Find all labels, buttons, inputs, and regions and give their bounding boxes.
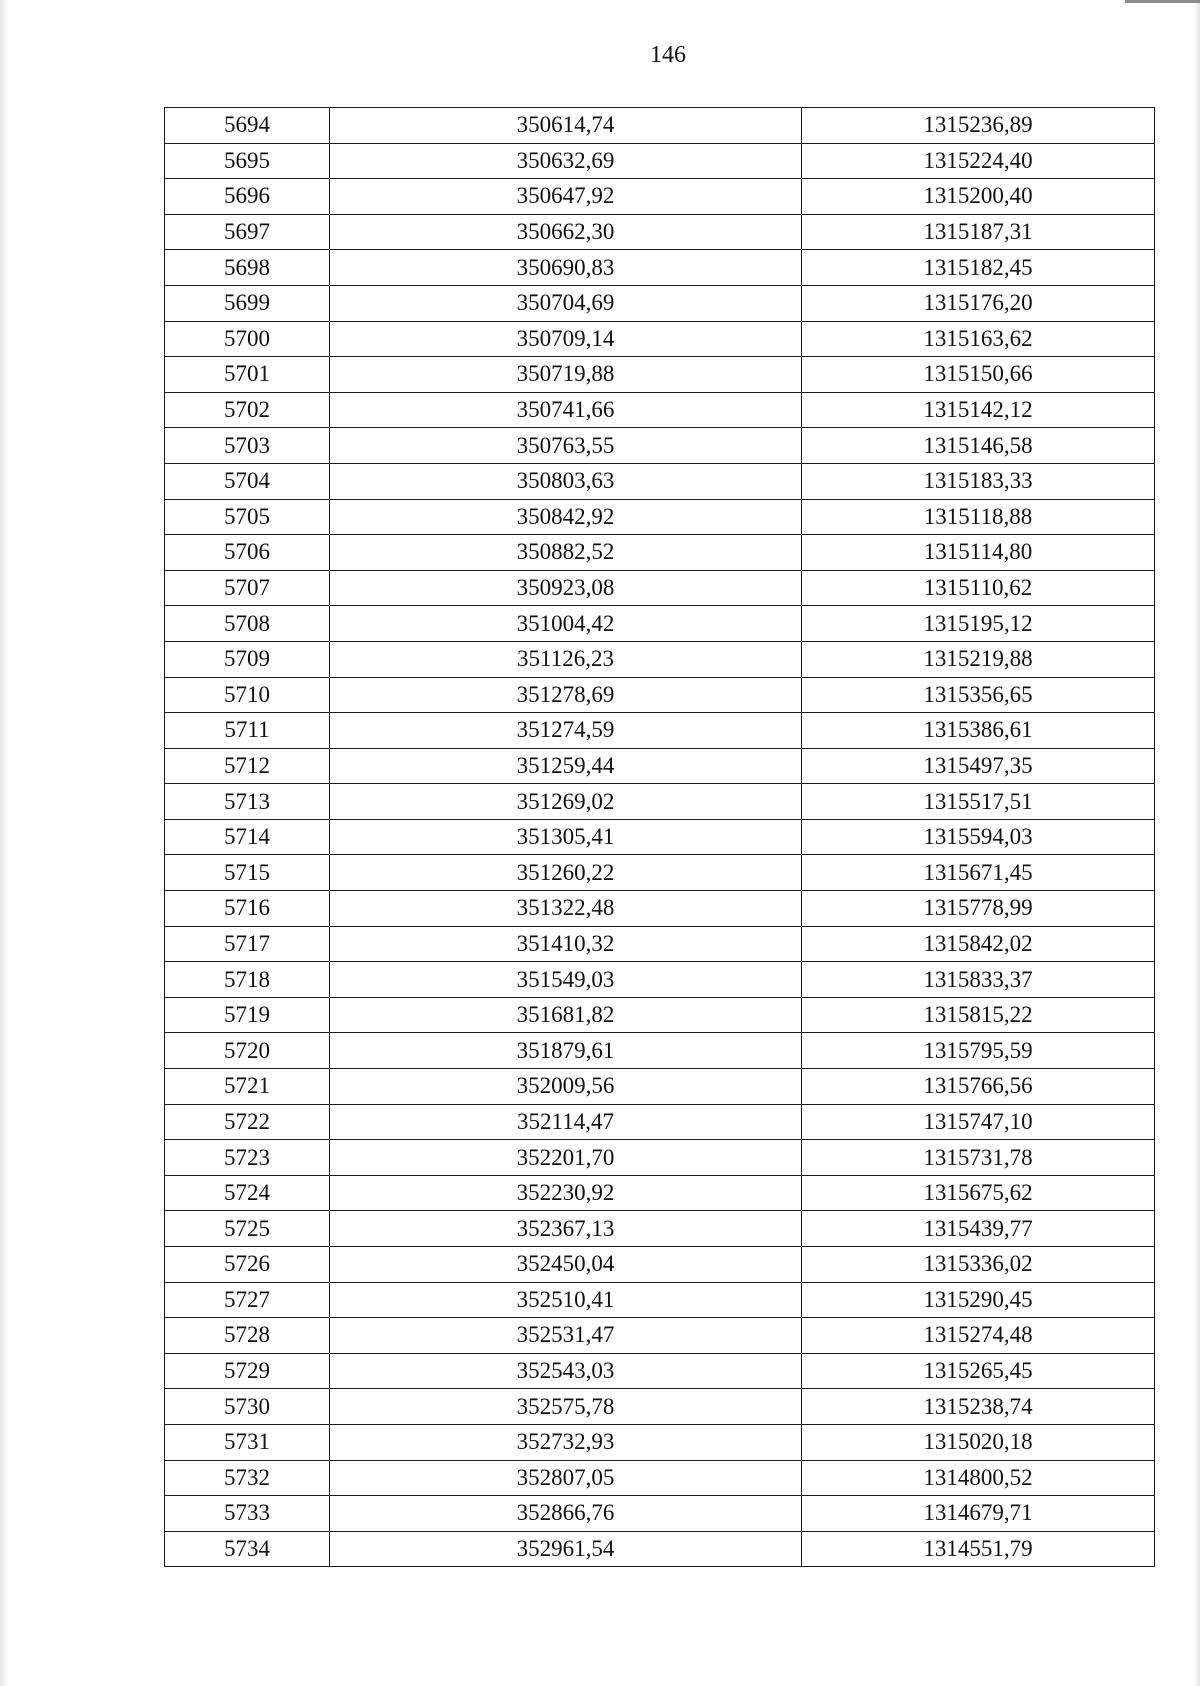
table-row (165, 250, 1155, 286)
point-number-cell: 5707 (165, 570, 330, 606)
x-coordinate-cell: 352961,54 (330, 1531, 802, 1567)
y-coordinate-cell: 1315142,12 (802, 392, 1155, 428)
y-coordinate-cell: 1315110,62 (802, 570, 1155, 606)
x-coordinate-cell: 351269,02 (330, 784, 802, 820)
table-row (165, 748, 1155, 784)
x-coordinate-cell: 350763,55 (330, 428, 802, 464)
y-coordinate-cell: 1314800,52 (802, 1460, 1155, 1496)
table-row (165, 641, 1155, 677)
x-coordinate-cell: 352575,78 (330, 1389, 802, 1425)
table-row (165, 1211, 1155, 1247)
y-coordinate-cell: 1315386,61 (802, 713, 1155, 749)
table-row (165, 357, 1155, 393)
y-coordinate-cell: 1315795,59 (802, 1033, 1155, 1069)
x-coordinate-cell: 351549,03 (330, 962, 802, 998)
scan-edge-right (1192, 0, 1200, 1686)
point-number-cell: 5705 (165, 499, 330, 535)
x-coordinate-cell: 351879,61 (330, 1033, 802, 1069)
x-coordinate-cell: 352450,04 (330, 1247, 802, 1283)
table-row (165, 179, 1155, 215)
y-coordinate-cell: 1315187,31 (802, 214, 1155, 250)
point-number-cell: 5715 (165, 855, 330, 891)
table-row (165, 570, 1155, 606)
table-row (165, 1033, 1155, 1069)
y-coordinate-cell: 1314679,71 (802, 1496, 1155, 1532)
x-coordinate-cell: 350709,14 (330, 321, 802, 357)
x-coordinate-cell: 352732,93 (330, 1424, 802, 1460)
point-number-cell: 5702 (165, 392, 330, 428)
x-coordinate-cell: 350690,83 (330, 250, 802, 286)
point-number-cell: 5708 (165, 606, 330, 642)
point-number-cell: 5695 (165, 143, 330, 179)
y-coordinate-cell: 1315675,62 (802, 1175, 1155, 1211)
point-number-cell: 5713 (165, 784, 330, 820)
y-coordinate-cell: 1315224,40 (802, 143, 1155, 179)
x-coordinate-cell: 351322,48 (330, 891, 802, 927)
y-coordinate-cell: 1315146,58 (802, 428, 1155, 464)
y-coordinate-cell: 1315163,62 (802, 321, 1155, 357)
table-row (165, 499, 1155, 535)
x-coordinate-cell: 351278,69 (330, 677, 802, 713)
y-coordinate-cell: 1315439,77 (802, 1211, 1155, 1247)
table-row (165, 1175, 1155, 1211)
y-coordinate-cell: 1315200,40 (802, 179, 1155, 215)
x-coordinate-cell: 350647,92 (330, 179, 802, 215)
y-coordinate-cell: 1315236,89 (802, 108, 1155, 144)
point-number-cell: 5720 (165, 1033, 330, 1069)
table-row (165, 819, 1155, 855)
x-coordinate-cell: 352531,47 (330, 1318, 802, 1354)
y-coordinate-cell: 1315842,02 (802, 926, 1155, 962)
point-number-cell: 5711 (165, 713, 330, 749)
x-coordinate-cell: 351681,82 (330, 997, 802, 1033)
table-row (165, 606, 1155, 642)
y-coordinate-cell: 1315274,48 (802, 1318, 1155, 1354)
table-row (165, 1531, 1155, 1567)
y-coordinate-cell: 1315182,45 (802, 250, 1155, 286)
table-row (165, 463, 1155, 499)
table-row (165, 1069, 1155, 1105)
y-coordinate-cell: 1315497,35 (802, 748, 1155, 784)
table-row (165, 108, 1155, 144)
point-number-cell: 5725 (165, 1211, 330, 1247)
y-coordinate-cell: 1315183,33 (802, 463, 1155, 499)
x-coordinate-cell: 350704,69 (330, 285, 802, 321)
table-row (165, 1496, 1155, 1532)
point-number-cell: 5729 (165, 1353, 330, 1389)
x-coordinate-cell: 350614,74 (330, 108, 802, 144)
x-coordinate-cell: 352009,56 (330, 1069, 802, 1105)
point-number-cell: 5730 (165, 1389, 330, 1425)
scan-edge-left (0, 0, 10, 1686)
table-row (165, 428, 1155, 464)
table-row (165, 1389, 1155, 1425)
x-coordinate-cell: 350882,52 (330, 535, 802, 571)
x-coordinate-cell: 351305,41 (330, 819, 802, 855)
table-row (165, 1282, 1155, 1318)
coordinates-table-body (165, 108, 1155, 1567)
table-row (165, 677, 1155, 713)
y-coordinate-cell: 1315356,65 (802, 677, 1155, 713)
x-coordinate-cell: 350719,88 (330, 357, 802, 393)
table-row (165, 143, 1155, 179)
x-coordinate-cell: 351126,23 (330, 641, 802, 677)
table-row (165, 926, 1155, 962)
x-coordinate-cell: 351410,32 (330, 926, 802, 962)
y-coordinate-cell: 1315176,20 (802, 285, 1155, 321)
table-row (165, 713, 1155, 749)
point-number-cell: 5709 (165, 641, 330, 677)
point-number-cell: 5701 (165, 357, 330, 393)
table-row (165, 1140, 1155, 1176)
table-row (165, 285, 1155, 321)
point-number-cell: 5710 (165, 677, 330, 713)
point-number-cell: 5726 (165, 1247, 330, 1283)
table-row (165, 392, 1155, 428)
table-row (165, 1318, 1155, 1354)
point-number-cell: 5700 (165, 321, 330, 357)
y-coordinate-cell: 1315747,10 (802, 1104, 1155, 1140)
y-coordinate-cell: 1315815,22 (802, 997, 1155, 1033)
table-row (165, 962, 1155, 998)
x-coordinate-cell: 352230,92 (330, 1175, 802, 1211)
y-coordinate-cell: 1315833,37 (802, 962, 1155, 998)
x-coordinate-cell: 350803,63 (330, 463, 802, 499)
x-coordinate-cell: 350842,92 (330, 499, 802, 535)
point-number-cell: 5694 (165, 108, 330, 144)
y-coordinate-cell: 1315219,88 (802, 641, 1155, 677)
x-coordinate-cell: 352510,41 (330, 1282, 802, 1318)
coordinates-table (164, 107, 1155, 1567)
y-coordinate-cell: 1315731,78 (802, 1140, 1155, 1176)
point-number-cell: 5706 (165, 535, 330, 571)
table-row (165, 997, 1155, 1033)
x-coordinate-cell: 352543,03 (330, 1353, 802, 1389)
x-coordinate-cell: 351274,59 (330, 713, 802, 749)
table-row (165, 1247, 1155, 1283)
table-row (165, 1104, 1155, 1140)
point-number-cell: 5697 (165, 214, 330, 250)
x-coordinate-cell: 352201,70 (330, 1140, 802, 1176)
point-number-cell: 5704 (165, 463, 330, 499)
point-number-cell: 5734 (165, 1531, 330, 1567)
table-row (165, 214, 1155, 250)
point-number-cell: 5696 (165, 179, 330, 215)
point-number-cell: 5731 (165, 1424, 330, 1460)
point-number-cell: 5727 (165, 1282, 330, 1318)
y-coordinate-cell: 1314551,79 (802, 1531, 1155, 1567)
table-row (165, 535, 1155, 571)
point-number-cell: 5718 (165, 962, 330, 998)
x-coordinate-cell: 351260,22 (330, 855, 802, 891)
point-number-cell: 5733 (165, 1496, 330, 1532)
x-coordinate-cell: 352807,05 (330, 1460, 802, 1496)
y-coordinate-cell: 1315778,99 (802, 891, 1155, 927)
y-coordinate-cell: 1315671,45 (802, 855, 1155, 891)
table-row (165, 784, 1155, 820)
table-row (165, 1353, 1155, 1389)
y-coordinate-cell: 1315150,66 (802, 357, 1155, 393)
point-number-cell: 5724 (165, 1175, 330, 1211)
y-coordinate-cell: 1315766,56 (802, 1069, 1155, 1105)
point-number-cell: 5722 (165, 1104, 330, 1140)
y-coordinate-cell: 1315238,74 (802, 1389, 1155, 1425)
table-row (165, 1460, 1155, 1496)
x-coordinate-cell: 351004,42 (330, 606, 802, 642)
table-row (165, 891, 1155, 927)
point-number-cell: 5712 (165, 748, 330, 784)
point-number-cell: 5717 (165, 926, 330, 962)
x-coordinate-cell: 351259,44 (330, 748, 802, 784)
y-coordinate-cell: 1315265,45 (802, 1353, 1155, 1389)
x-coordinate-cell: 352114,47 (330, 1104, 802, 1140)
page-number: 146 (650, 42, 686, 68)
point-number-cell: 5703 (165, 428, 330, 464)
y-coordinate-cell: 1315195,12 (802, 606, 1155, 642)
y-coordinate-cell: 1315118,88 (802, 499, 1155, 535)
table-row (165, 855, 1155, 891)
y-coordinate-cell: 1315517,51 (802, 784, 1155, 820)
corner-mark (1125, 0, 1200, 3)
x-coordinate-cell: 350662,30 (330, 214, 802, 250)
point-number-cell: 5716 (165, 891, 330, 927)
point-number-cell: 5728 (165, 1318, 330, 1354)
y-coordinate-cell: 1315336,02 (802, 1247, 1155, 1283)
y-coordinate-cell: 1315290,45 (802, 1282, 1155, 1318)
x-coordinate-cell: 352866,76 (330, 1496, 802, 1532)
table-row (165, 321, 1155, 357)
table-row (165, 1424, 1155, 1460)
point-number-cell: 5732 (165, 1460, 330, 1496)
x-coordinate-cell: 350632,69 (330, 143, 802, 179)
point-number-cell: 5719 (165, 997, 330, 1033)
x-coordinate-cell: 350923,08 (330, 570, 802, 606)
point-number-cell: 5699 (165, 285, 330, 321)
y-coordinate-cell: 1315114,80 (802, 535, 1155, 571)
y-coordinate-cell: 1315020,18 (802, 1424, 1155, 1460)
x-coordinate-cell: 350741,66 (330, 392, 802, 428)
y-coordinate-cell: 1315594,03 (802, 819, 1155, 855)
point-number-cell: 5714 (165, 819, 330, 855)
point-number-cell: 5721 (165, 1069, 330, 1105)
point-number-cell: 5723 (165, 1140, 330, 1176)
x-coordinate-cell: 352367,13 (330, 1211, 802, 1247)
point-number-cell: 5698 (165, 250, 330, 286)
